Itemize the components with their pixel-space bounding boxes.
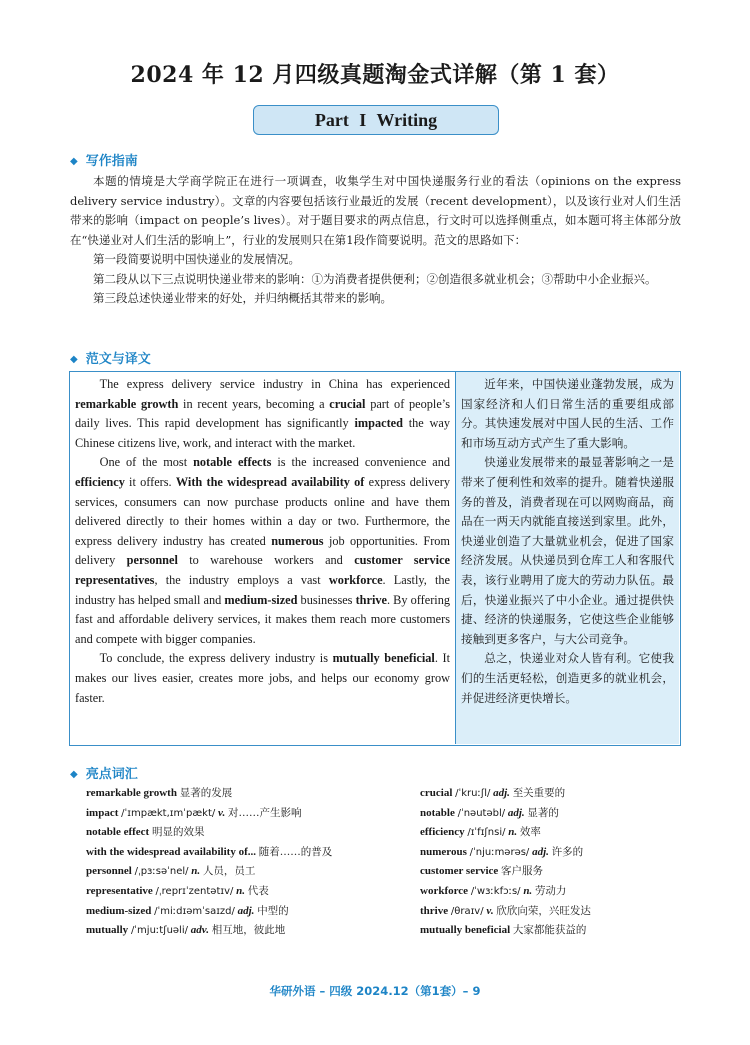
vocab-item: with the widespread availability of... 随着……的普及 [86,845,333,858]
vocab-item: workforce /ˈwɜːkfɔːs/ n. 劳动力 [420,884,567,897]
diamond-icon: ◆ [70,156,78,167]
part-heading: Part I Writing [253,105,499,135]
diamond-icon: ◆ [70,354,78,365]
guide-paragraph: 本题的情境是大学商学院正在进行一项调查，收集学生对中国快递服务行业的看法（opinions on the express delivery service industry）。文章的内容要包括该行业最近的发展（recent development），以及该行业对人们生活带来的影响（impact on people’s lives）。对于题目要求的两点信息，行文时可以选择侧重点，如本题可将主体部分放在“快递业对人们生活的影响上”，行业的发展则只在第1段作简要说明。范文的思路如下： [70,174,681,247]
essay-paragraph-3: To conclude, the express delivery industry is mutually beneficial. It makes our lives easier, creates more jobs, and helps our economy grow faster. [75,651,450,705]
vocab-item: representative /ˌreprɪˈzentətɪv/ n. 代表 [86,884,269,897]
essay-english [70,372,456,744]
vocab-item: numerous /ˈnjuːmərəs/ adj. 许多的 [420,845,584,858]
vocab-item: mutually /ˈmjuːtʃuəli/ adv. 相互地，彼此地 [86,924,286,937]
guide-paragraph: 第三段总述快递业带来的好处，并归纳概括其带来的影响。 [93,291,392,305]
vocab-item: remarkable growth 显著的发展 [86,787,233,799]
page-title: 2024 年 12 月四级真题淘金式详解（第 1 套） [130,62,620,88]
essay-box [69,371,681,746]
vocab-item: personnel /ˌpɜːsəˈnel/ n. 人员，员工 [86,865,256,878]
translation-paragraph: 近年来，中国快递业蓬勃发展，成为国家经济和人们日常生活的重要组成部分。其快速发展对中国人民的生活、工作和市场互动方式产生了重大影响。 [461,377,674,450]
vocab-item: notable effect 明显的效果 [86,826,205,839]
vocab-item: crucial /ˈkruːʃl/ adj. 至关重要的 [420,787,566,799]
translation-paragraph: 总之，快递业对众人皆有利。它使我们的生活更轻松，创造更多的就业机会，并促进经济更快增长。 [461,651,674,705]
vocab-item: notable /ˈnəutəbl/ adj. 显著的 [420,806,559,819]
writing-guide [70,172,681,309]
essay-paragraph-2: One of the most notable effects is the increased convenience and efficiency it offers. With the widespread availability of express delivery services, consumers can now purchase products online and have them delivered directly to their homes within a day or two. Furthermore, the express delivery industry has created numerous job opportunities. From delivery personnel to warehouse workers and customer service representatives, the industry employs a vast workforce. Lastly, the industry has helped small and medium-sized businesses thrive. By offering fast and affordable delivery services, it makes them reach more customers and compete with bigger companies. [75,455,450,646]
essay-chinese-translation [456,372,679,744]
essay-paragraph-1: The express delivery service industry in China has experienced remarkable growth in recent years, becoming a crucial part of people’s daily lives. This rapid development has significantly impacted the way Chinese citizens live, work, and interact with the market. [75,377,450,450]
vocab-item: impact /ˈɪmpækt,ɪmˈpækt/ v. 对……产生影响 [86,806,302,819]
vocab-list-left [86,784,332,941]
diamond-icon: ◆ [70,769,78,780]
vocab-item: customer service 客户服务 [420,865,544,878]
essay-section-heading: ◆ 范文与译文 [70,352,151,367]
page-footer: 华研外语 – 四级 2024.12（第1套）– 9 [269,984,481,998]
guide-paragraph: 第二段从以下三点说明快递业带来的影响：①为消费者提供便利；②创造很多就业机会；③帮助中小企业振兴。 [93,271,657,286]
vocab-section-heading: ◆ 亮点词汇 [70,767,138,782]
vocab-list-right [420,784,591,941]
vocab-item: thrive /θraɪv/ v. 欣欣向荣，兴旺发达 [420,904,591,917]
translation-paragraph: 快递业发展带来的最显著影响之一是带来了便利性和效率的提升。随着快递服务的普及，消费者现在可以网购商品，商品在一两天内就能直接送到家里。此外，快递业创造了大量就业机会，促进了国家经济发展。从快递员到仓库工人和客服代表，该行业聘用了庞大的劳动力队伍。最后，快递业振兴了中小企业。通过提供快捷、经济的快递服务，它使这些企业能够接触到更多客户，与大公司竞争。 [461,455,674,646]
vocab-item: mutually beneficial 大家都能获益的 [420,924,587,937]
guide-section-heading: ◆ 写作指南 [70,154,138,169]
vocab-item: medium-sized /ˈmiːdɪəmˈsaɪzd/ adj. 中型的 [86,904,289,917]
guide-paragraph: 第一段简要说明中国快递业的发展情况。 [93,252,300,266]
vocab-item: efficiency /ɪˈfɪʃnsi/ n. 效率 [420,826,541,839]
